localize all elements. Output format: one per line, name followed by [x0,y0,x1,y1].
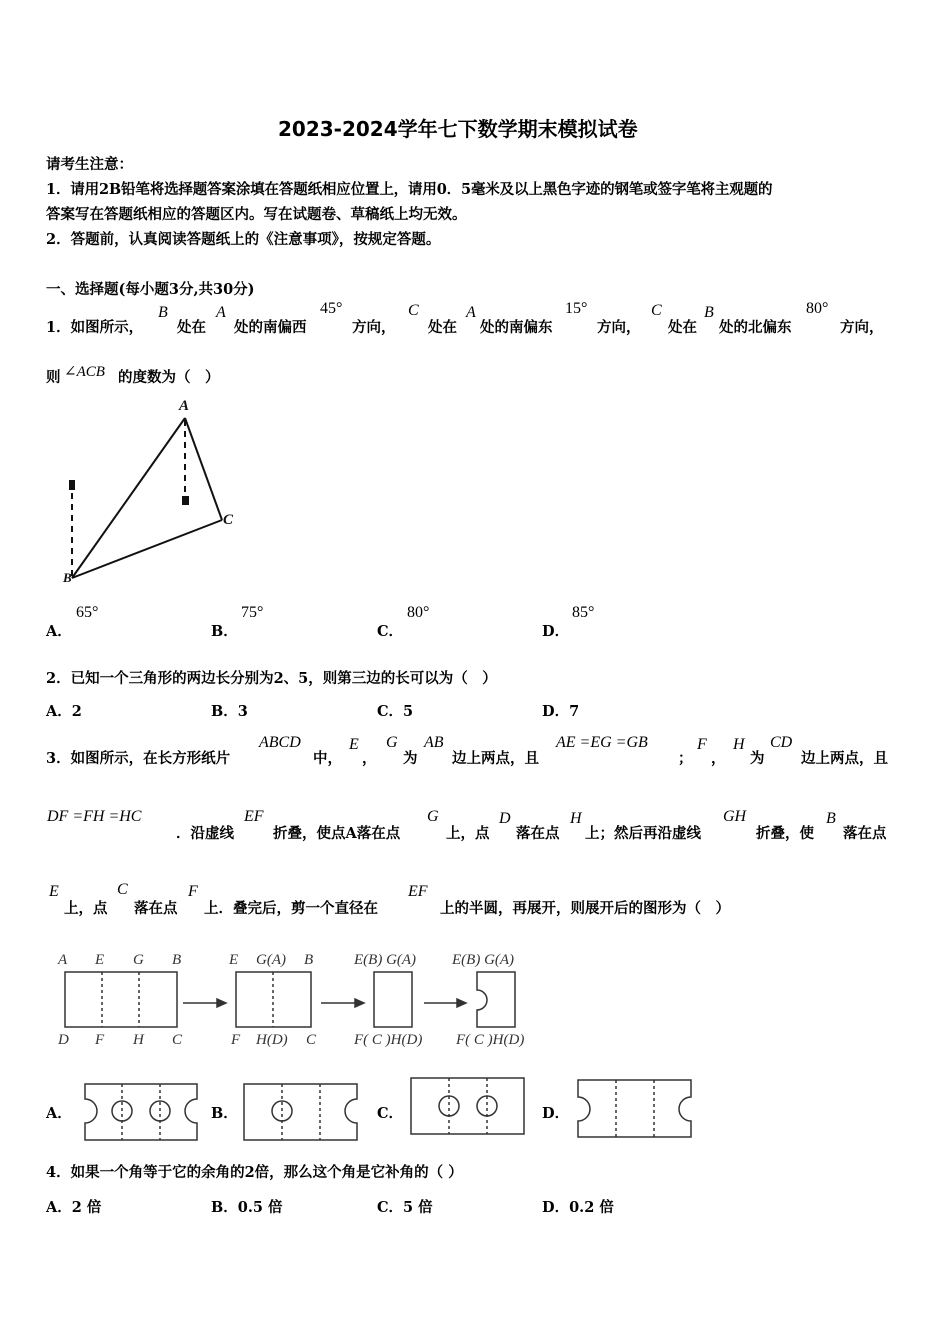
notice-line-1: 1．请用2B铅笔将选择题答案涂填在答题纸相应位置上，请用0．5毫米及以上黑色字迹的钢笔或签字笔将主观题的 [46,181,773,198]
q1-text: 方向， [352,319,396,336]
q3-var: C [117,881,128,898]
q3-var: CD [770,734,793,751]
q3-fig-label: E(B) G(A) [354,952,417,968]
q1-angle-80: 80° [806,300,829,317]
q1-option-d-key: D． [542,623,570,640]
q4-option-a[interactable]: A．2 倍 [46,1199,102,1216]
q1-text: 的度数为（ ） [118,369,220,386]
q3-fig-label: F [231,1032,241,1048]
notice-line-2: 2．答题前，认真阅读答题纸上的《注意事项》，按规定答题。 [46,231,441,248]
q2-option-d[interactable]: D．7 [542,703,580,720]
q1-text: 处在 [428,319,457,336]
q3-text: 为 [403,750,418,767]
q1-var-b: B [704,304,714,321]
notice-heading: 请考生注意： [46,156,133,173]
q3-text: 落在点 [516,825,560,842]
q3-var: EF [408,883,428,900]
q3-var: EF [244,808,264,825]
q3-text: 折叠，使点A落在点 [273,825,401,842]
q3-eq2: DF =FH =HC [47,808,142,825]
q3-fig-label: H [133,1032,144,1048]
notice-line-1b: 答案写在答题纸相应的答题区内。写在试题卷、草稿纸上均无效。 [46,206,467,223]
q3-fig-label: A [58,952,68,968]
q1-angle-acb: ∠ACB [64,364,105,380]
q3-fig-label: F( C )H(D) [354,1032,423,1048]
q3-var: ABCD [259,734,301,751]
q3-var: B [826,810,836,827]
q2-option-b[interactable]: B．3 [211,703,248,720]
q3-fig-label: F [95,1032,105,1048]
q3-var: G [427,808,439,825]
q3-text: ， [711,750,726,767]
q1-point-b: B [63,570,72,585]
q1-var-c: C [408,302,419,319]
q1-option-b[interactable]: 75° [241,604,264,621]
q4-option-b[interactable]: B．0.5 倍 [211,1199,283,1216]
q3-text: 上的半圆，再展开，则展开后的图形为（ ） [440,900,730,917]
q2-option-a[interactable]: A．2 [46,703,82,720]
q1-option-c-key: C． [377,623,404,640]
q3-var: G [386,734,398,751]
q1-text: 处在 [177,319,206,336]
q3-fig-label: C [306,1032,317,1048]
q1-text: 处的南偏西 [234,319,307,336]
q3-option-a-key: A． [46,1105,72,1122]
q3-text: ， [362,750,377,767]
q1-point-c: C [223,512,234,528]
q3-text: 边上两点，且 [801,750,888,767]
q3-option-d-figure[interactable] [578,1080,691,1137]
q1-text: 方向， [840,319,884,336]
q3-var: H [733,736,745,753]
q1-option-a[interactable]: 65° [76,604,99,621]
q3-text: 落在点 [134,900,178,917]
q1-var-b: B [158,304,168,321]
q3-text: ．沿虚线 [176,825,234,842]
q3-var: E [49,883,59,900]
q3-option-c-key: C． [377,1105,404,1122]
q1-point-a: A [179,398,190,414]
q3-fig-label: E(B) G(A) [452,952,515,968]
q3-fig-label: G [133,952,144,968]
q3-var: D [499,810,511,827]
q3-fig-label: B [172,952,182,968]
q3-eq1: AE =EG =GB [556,734,648,751]
q3-fig-label: C [172,1032,183,1048]
q3-text: 落在点 [843,825,887,842]
q3-text: 边上两点，且 [452,750,539,767]
q4-option-d[interactable]: D．0.2 倍 [542,1199,614,1216]
q1-text: 则 [46,369,61,386]
q1-text: 处的北偏东 [719,319,792,336]
q1-var-a: A [216,304,226,321]
q3-var: H [570,810,582,827]
q3-text: 上．叠完后，剪一个直径在 [204,900,378,917]
q3-fig-label: H(D) [256,1032,288,1048]
q3-text: 上，点 [64,900,108,917]
q3-option-c-figure[interactable] [411,1078,524,1134]
q3-var: AB [424,734,444,751]
question-2: 2．已知一个三角形的两边长分别为2、5，则第三边的长可以为（ ） [46,670,497,687]
q3-text: ； [678,750,693,767]
q2-option-c[interactable]: C．5 [377,703,414,720]
q1-text: 方向， [597,319,641,336]
q1-number: 1．如图所示， [46,319,144,336]
q3-text: 3．如图所示，在长方形纸片 [46,750,231,767]
q3-option-a-figure[interactable] [85,1084,197,1140]
question-4: 4．如果一个角等于它的余角的2倍，那么这个角是它补角的（ ） [46,1164,463,1181]
q3-text: 中， [313,750,342,767]
q1-angle-15: 15° [565,300,588,317]
q1-angle-45: 45° [320,300,343,317]
q3-fig-label: E [229,952,239,968]
q1-option-d[interactable]: 85° [572,604,595,621]
q3-var: E [349,736,359,753]
q1-var-c: C [651,302,662,319]
q3-fig-label: D [58,1032,69,1048]
q1-option-b-key: B． [211,623,238,640]
q1-option-c[interactable]: 80° [407,604,430,621]
q1-var-a: A [466,304,476,321]
q3-fig-label: G(A) [256,952,286,968]
q3-text: 为 [750,750,765,767]
q3-fig-label: E [95,952,105,968]
q3-var: F [188,883,198,900]
q3-var: F [697,736,707,753]
q4-option-c[interactable]: C．5 倍 [377,1199,433,1216]
q3-option-b-figure[interactable] [244,1084,357,1140]
page-title: 2023-2024学年七下数学期末模拟试卷 [278,117,638,141]
q3-var: GH [723,808,747,825]
q3-text: 折叠，使 [756,825,814,842]
q1-text: 处在 [668,319,697,336]
q1-text: 处的南偏东 [480,319,553,336]
q3-fig-label: B [304,952,314,968]
q3-text: 上；然后再沿虚线 [585,825,701,842]
section-heading: 一、选择题(每小题3分,共30分) [46,281,255,298]
q3-fig-label: F( C )H(D) [456,1032,525,1048]
q3-option-b-key: B． [211,1105,238,1122]
q3-text: 上，点 [446,825,490,842]
q1-option-a-key: A． [46,623,72,640]
q3-option-d-key: D． [542,1105,570,1122]
